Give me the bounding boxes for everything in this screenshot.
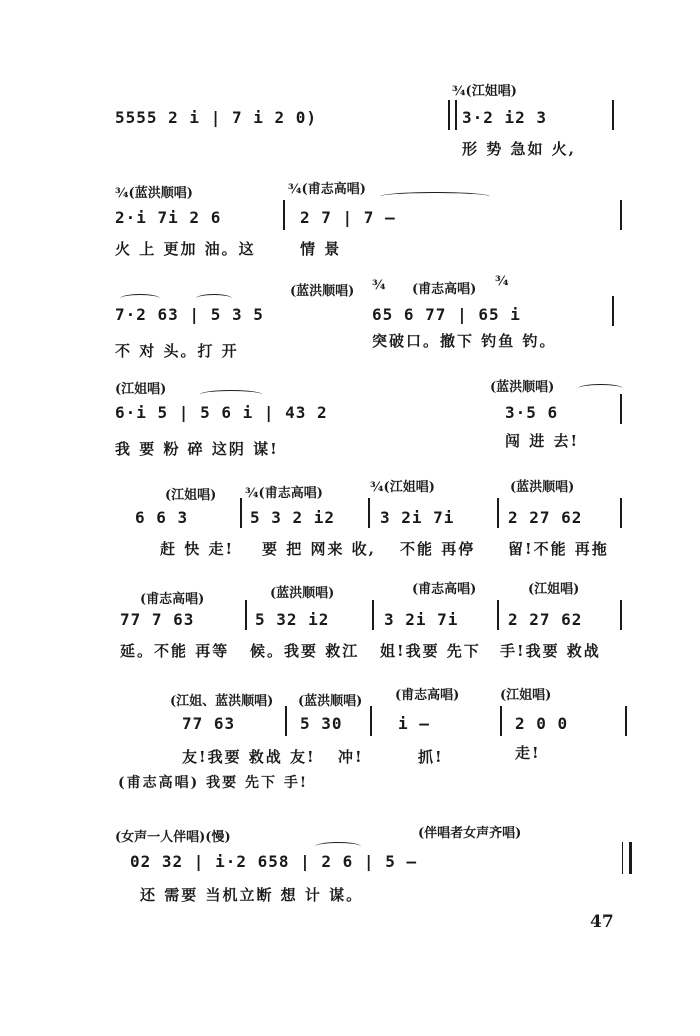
bar-line	[612, 100, 614, 130]
notation-line: 5 30	[300, 714, 343, 733]
lyrics-line: 不能 再停	[400, 540, 476, 558]
part-marking: (甫志高唱)	[412, 582, 477, 597]
notation-line: 65 6 77 | 65 i	[372, 305, 521, 324]
lyrics-line: 候。我要 救江	[250, 642, 360, 660]
notation-line: i —	[398, 714, 430, 733]
bar-line	[625, 706, 627, 736]
bar-line	[245, 600, 247, 630]
lyrics-line: 情 景	[300, 240, 342, 258]
bar-line	[370, 706, 372, 736]
part-marking: ¾(江姐唱)	[452, 84, 517, 99]
part-marking: ¾	[372, 278, 386, 293]
part-marking: ¾	[495, 274, 509, 289]
part-marking: (蓝洪顺唱)	[290, 284, 355, 299]
bar-line	[620, 600, 622, 630]
notation-line: 5555 2 i | 7 i 2 0)	[115, 108, 318, 127]
notation-line: 2 7 | 7 —	[300, 208, 396, 227]
part-marking: (甫志高唱)	[412, 282, 477, 297]
part-marking: (蓝洪顺唱)	[510, 480, 575, 495]
bar-line	[448, 100, 450, 130]
lyrics-line: 赶 快 走!	[160, 540, 235, 558]
lyrics-line: 我 要 粉 碎 这阴 谋!	[115, 440, 279, 458]
notation-line: 5 32 i2	[255, 610, 330, 629]
bar-line	[497, 600, 499, 630]
part-marking: (女声一人伴唱)(慢)	[115, 830, 231, 845]
part-marking: (蓝洪顺唱)	[270, 586, 335, 601]
notation-line: 2·i 7i 2 6	[115, 208, 222, 227]
notation-line: 3·2 i2 3	[462, 108, 548, 127]
lyrics-line: 友!我要 救战 友!	[182, 748, 316, 766]
bar-line	[368, 498, 370, 528]
final-barline	[622, 842, 632, 874]
notation-line: 2 0 0	[515, 714, 569, 733]
lyrics-line: 走!	[515, 744, 541, 762]
bar-line	[500, 706, 502, 736]
part-marking: ¾(蓝洪顺唱)	[115, 186, 193, 201]
part-marking: (甫志高唱)	[395, 688, 460, 703]
tie-arc	[380, 192, 490, 201]
lyrics-line: 要 把 网来 收,	[262, 540, 376, 558]
part-marking: (江姐唱)	[115, 382, 167, 397]
notation-line: 2 27 62	[508, 610, 583, 629]
notation-line: 3 2i 7i	[380, 508, 455, 527]
tie-arc	[200, 390, 262, 399]
notation-line: 77 63	[182, 714, 236, 733]
part-marking: ¾(甫志高唱)	[245, 486, 323, 501]
bar-line	[240, 498, 242, 528]
tie-arc	[578, 384, 623, 393]
lyrics-line: 手!我要 救战	[500, 642, 601, 660]
lyrics-line: 闯 进 去!	[505, 432, 580, 450]
notation-line: 77 7 63	[120, 610, 195, 629]
tie-arc	[196, 294, 232, 303]
lyrics-line: 形 势 急如 火,	[462, 140, 576, 158]
notation-line: 3 2i 7i	[384, 610, 459, 629]
lyrics-line: 延。不能 再等	[120, 642, 230, 660]
lyrics-line: 留!不能 再拖	[508, 540, 609, 558]
notation-line: 6 6 3	[135, 508, 189, 527]
notation-line: 02 32 | i·2 658 | 2 6 | 5 —	[130, 852, 418, 871]
page-number: 47	[590, 912, 614, 932]
notation-line: 2 27 62	[508, 508, 583, 527]
notation-line: 5 3 2 i2	[250, 508, 336, 527]
part-marking: (蓝洪顺唱)	[490, 380, 555, 395]
tie-arc	[120, 294, 160, 303]
lyrics-line: 突破口。撤下 钓鱼 钓。	[372, 332, 557, 350]
part-marking: (伴唱者女声齐唱)	[418, 826, 522, 841]
bar-line	[497, 498, 499, 528]
bar-line	[612, 296, 614, 326]
part-marking: (甫志高唱)	[140, 592, 205, 607]
part-marking: ¾(江姐唱)	[370, 480, 435, 495]
bar-line	[285, 706, 287, 736]
bar-line	[620, 394, 622, 424]
bar-line	[283, 200, 285, 230]
part-marking: (江姐唱)	[500, 688, 552, 703]
bar-line	[620, 498, 622, 528]
bar-line	[372, 600, 374, 630]
notation-line: 7·2 63 | 5 3 5	[115, 305, 264, 324]
part-marking: (江姐、蓝洪顺唱)	[170, 694, 274, 709]
lyrics-line: 抓!	[418, 748, 444, 766]
part-marking: (江姐唱)	[165, 488, 217, 503]
lyrics-line: 冲!	[338, 748, 364, 766]
part-marking: ¾(甫志高唱)	[288, 182, 366, 197]
lyrics-line: 姐!我要 先下	[380, 642, 481, 660]
lyrics-line: 还 需要 当机立断 想 计 谋。	[140, 886, 364, 904]
part-marking: (江姐唱)	[528, 582, 580, 597]
lyrics-line: 火 上 更加 油。这	[115, 240, 256, 258]
lyrics-line: 不 对 头。打 开	[115, 342, 239, 360]
lyrics-line: (甫志高唱) 我要 先下 手!	[118, 775, 309, 791]
bar-line	[455, 100, 457, 130]
part-marking: (蓝洪顺唱)	[298, 694, 363, 709]
tie-arc	[315, 842, 361, 851]
bar-line	[620, 200, 622, 230]
notation-line: 3·5 6	[505, 403, 559, 422]
notation-line: 6·i 5 | 5 6 i | 43 2	[115, 403, 328, 422]
